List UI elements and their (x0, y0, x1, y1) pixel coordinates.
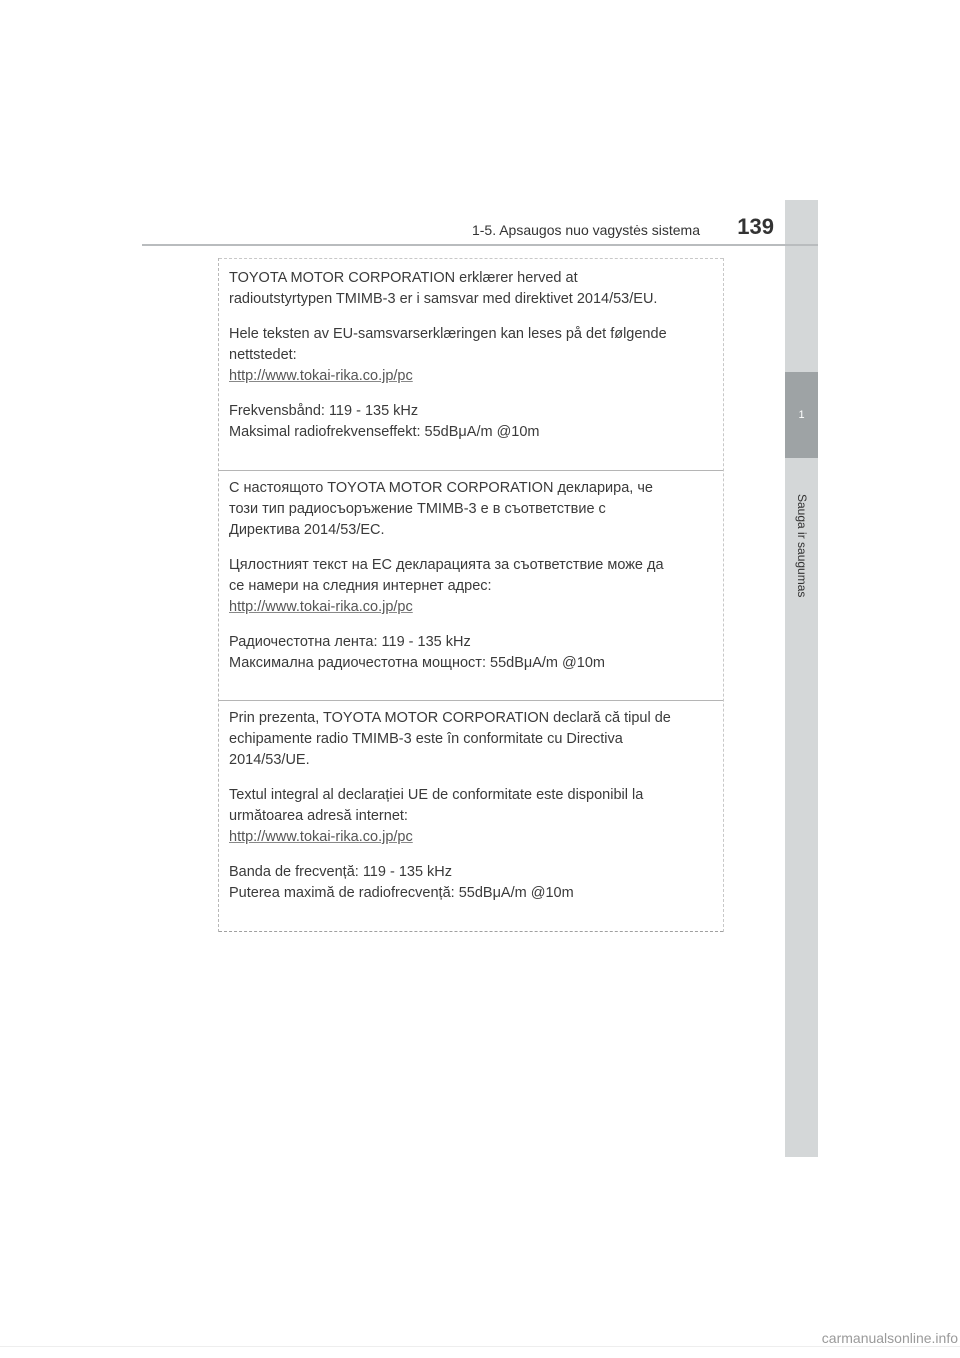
watermark: carmanualsonline.info (821, 1330, 958, 1346)
page-number: 139 (737, 214, 774, 239)
text-line: Максимална радиочестотна мощност: 55dBμA/m @10m (229, 655, 605, 671)
text-line: се намери на следния интернет адрес: (229, 578, 492, 594)
text-line: TOYOTA MOTOR CORPORATION erklærer herved at (229, 270, 578, 286)
text-line: Textul integral al declarației UE de conformitate este disponibil la (229, 787, 644, 803)
declaration-bulgarian (229, 478, 709, 674)
declaration-norwegian (229, 268, 709, 443)
text-line: Цялостният текст на ЕС декларацията за съответствие може да (229, 557, 664, 573)
text-line: Hele teksten av EU-samsvarserklæringen kan leses på det følgende (229, 326, 667, 342)
section-title: 1-5. Apsaugos nuo vagystės sistema (471, 222, 700, 238)
footer-rule (0, 1346, 960, 1347)
declaration-link[interactable]: http://www.tokai-rika.co.jp/pc (229, 829, 413, 845)
declaration-link[interactable]: http://www.tokai-rika.co.jp/pc (229, 599, 413, 615)
text-line: С настоящото TOYOTA MOTOR CORPORATION декларира, че (229, 480, 653, 496)
header-rule (142, 244, 818, 246)
section-divider (219, 700, 723, 701)
declaration-romanian (229, 708, 709, 904)
chapter-number: 1 (785, 372, 818, 458)
text-line: radioutstyrtypen TMIMB-3 er i samsvar med direktivet 2014/53/EU. (229, 291, 658, 307)
text-line: Banda de frecvență: 119 - 135 kHz (229, 864, 453, 880)
text-line: 2014/53/UE. (229, 752, 310, 768)
chapter-label: Sauga ir saugumas (795, 494, 809, 598)
declaration-scan (218, 258, 724, 932)
text-line: този тип радиосъоръжение TMIMB-3 е в съответствие с (229, 501, 606, 517)
text-line: Frekvensbånd: 119 - 135 kHz (229, 403, 419, 419)
text-line: Директива 2014/53/ЕС. (229, 522, 385, 538)
declaration-link[interactable]: http://www.tokai-rika.co.jp/pc (229, 368, 413, 384)
text-line: nettstedet: (229, 347, 297, 363)
chapter-side-tab (785, 200, 818, 1157)
text-line: echipamente radio TMIMB-3 este în conformitate cu Directiva (229, 731, 623, 747)
section-divider (219, 470, 723, 471)
text-line: Puterea maximă de radiofrecvență: 55dBμA/m @10m (229, 885, 574, 901)
text-line: Maksimal radiofrekvenseffekt: 55dBμA/m @10m (229, 424, 540, 440)
text-line: Prin prezenta, TOYOTA MOTOR CORPORATION declară că tipul de (229, 710, 671, 726)
text-line: următoarea adresă internet: (229, 808, 408, 824)
text-line: Радиочестотна лента: 119 - 135 kHz (229, 634, 471, 650)
